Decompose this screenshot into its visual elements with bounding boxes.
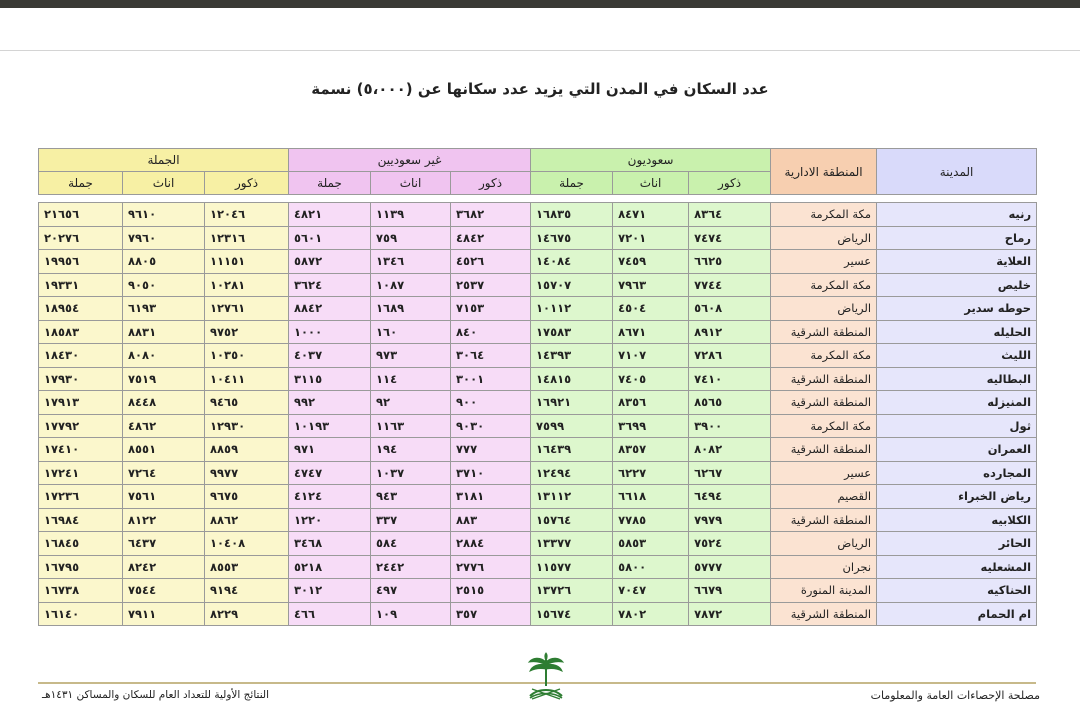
total-male-cell: ١٠٤٠٨ [205,532,289,556]
saudi-sum-cell: ١٤٣٩٣ [531,344,613,368]
total-female-cell: ٦٤٣٧ [123,532,205,556]
header-saudi: سعوديون [531,149,771,172]
region-cell: الرياض [771,532,877,556]
saudi-female-cell: ٨٦٧١ [613,320,689,344]
header-saudi-male: ذكور [689,172,771,195]
saudi-female-cell: ٨٣٥٦ [613,391,689,415]
region-cell: مكة المكرمة [771,344,877,368]
total-male-cell: ٨٨٥٩ [205,438,289,462]
non-saudi-male-cell: ٣٠٠١ [451,367,531,391]
non-saudi-female-cell: ٢٤٤٢ [371,555,451,579]
total-female-cell: ٧٥١٩ [123,367,205,391]
non-saudi-female-cell: ٩٤٣ [371,485,451,509]
non-saudi-sum-cell: ٥٨٧٢ [289,250,371,274]
total-female-cell: ٨٨٣١ [123,320,205,344]
total-sum-cell: ٢١٦٥٦ [39,203,123,227]
non-saudi-male-cell: ٣٥٧ [451,602,531,626]
non-saudi-sum-cell: ١٢٢٠ [289,508,371,532]
saudi-male-cell: ٧٤٧٤ [689,226,771,250]
spacer-cell [689,195,771,203]
saudi-female-cell: ٧٠٤٧ [613,579,689,603]
table-row [39,438,1037,462]
non-saudi-male-cell: ٤٥٢٦ [451,250,531,274]
footer-agency: مصلحة الإحصاءات العامة والمعلومات [870,689,1040,702]
saudi-female-cell: ٤٥٠٤ [613,297,689,321]
region-cell: عسير [771,250,877,274]
region-cell: المنطقة الشرقية [771,602,877,626]
total-sum-cell: ١٧٧٩٢ [39,414,123,438]
saudi-male-cell: ٧٢٨٦ [689,344,771,368]
spacer-cell [451,195,531,203]
population-table [38,148,1037,626]
non-saudi-sum-cell: ٣٠١٢ [289,579,371,603]
saudi-sum-cell: ١٣٧٢٦ [531,579,613,603]
city-cell: رماح [877,226,1037,250]
spacer-cell [205,195,289,203]
total-male-cell: ٩١٩٤ [205,579,289,603]
non-saudi-sum-cell: ٩٧١ [289,438,371,462]
total-female-cell: ٨٨٠٥ [123,250,205,274]
header-total-female: اناث [123,172,205,195]
saudi-male-cell: ٨٥٦٥ [689,391,771,415]
non-saudi-female-cell: ٤٩٧ [371,579,451,603]
total-male-cell: ١٢٠٤٦ [205,203,289,227]
total-female-cell: ٧٩٦٠ [123,226,205,250]
table-row [39,391,1037,415]
total-male-cell: ١٠٤١١ [205,367,289,391]
saudi-female-cell: ٨٣٥٧ [613,438,689,462]
total-female-cell: ٨٢٤٢ [123,555,205,579]
saudi-male-cell: ٦٢٦٧ [689,461,771,485]
header-city: المدينة [877,149,1037,195]
total-sum-cell: ١٧٩٣٠ [39,367,123,391]
header-non-saudi-sum: جملة [289,172,371,195]
header-saudi-female: اناث [613,172,689,195]
table-row [39,250,1037,274]
city-cell: الحليله [877,320,1037,344]
header-total: الجملة [39,149,289,172]
total-male-cell: ٩٧٥٢ [205,320,289,344]
header-total-sum: جملة [39,172,123,195]
table-row [39,508,1037,532]
saudi-male-cell: ٣٩٠٠ [689,414,771,438]
region-cell: الرياض [771,226,877,250]
city-cell: رياض الخبراء [877,485,1037,509]
city-cell: الليث [877,344,1037,368]
saudi-male-cell: ٥٦٠٨ [689,297,771,321]
total-sum-cell: ١٦٩٨٤ [39,508,123,532]
saudi-sum-cell: ١٤٠٨٤ [531,250,613,274]
table-row [39,273,1037,297]
header-saudi-sum: جملة [531,172,613,195]
non-saudi-female-cell: ١١٤ [371,367,451,391]
city-cell: الحائر [877,532,1037,556]
total-male-cell: ٨٥٥٣ [205,555,289,579]
saudi-female-cell: ٧٤٥٩ [613,250,689,274]
non-saudi-male-cell: ٢٨٨٤ [451,532,531,556]
total-female-cell: ٨١٢٢ [123,508,205,532]
total-female-cell: ٩٦١٠ [123,203,205,227]
non-saudi-male-cell: ٣٠٦٤ [451,344,531,368]
saudi-male-cell: ٦٦٧٩ [689,579,771,603]
header-non-saudi: غير سعوديين [289,149,531,172]
total-female-cell: ٨٥٥١ [123,438,205,462]
header-non-saudi-male: ذكور [451,172,531,195]
saudi-sum-cell: ١٢٤٩٤ [531,461,613,485]
total-male-cell: ٨٨٦٢ [205,508,289,532]
total-male-cell: ٩٤٦٥ [205,391,289,415]
region-cell: المنطقة الشرقية [771,391,877,415]
total-sum-cell: ١٧٢٤١ [39,461,123,485]
saudi-female-cell: ٦٦١٨ [613,485,689,509]
header-row-1 [39,149,1037,172]
table-row [39,414,1037,438]
spacer-cell [123,195,205,203]
saudi-female-cell: ٨٤٧١ [613,203,689,227]
city-cell: الحناكيه [877,579,1037,603]
non-saudi-sum-cell: ٤١٢٤ [289,485,371,509]
non-saudi-sum-cell: ٣١١٥ [289,367,371,391]
non-saudi-sum-cell: ٣٦٢٤ [289,273,371,297]
saudi-female-cell: ٧٨٠٢ [613,602,689,626]
total-female-cell: ٧٥٤٤ [123,579,205,603]
footer-census-note: النتائج الأولية للتعداد العام للسكان والمساكن ١٤٣١هـ [42,689,270,701]
header-non-saudi-female: اناث [371,172,451,195]
spacer-cell [39,195,123,203]
saudi-female-cell: ٥٨٥٣ [613,532,689,556]
city-cell: خليص [877,273,1037,297]
non-saudi-female-cell: ١٦٠ [371,320,451,344]
saudi-female-cell: ٧٩٦٣ [613,273,689,297]
saudi-sum-cell: ١٥٧٦٤ [531,508,613,532]
city-cell: المشعليه [877,555,1037,579]
spacer-cell [877,195,1037,203]
saudi-female-cell: ٦٢٢٧ [613,461,689,485]
region-cell: القصيم [771,485,877,509]
saudi-male-cell: ٧٥٢٤ [689,532,771,556]
total-male-cell: ١٢٣١٦ [205,226,289,250]
saudi-sum-cell: ٧٥٩٩ [531,414,613,438]
city-cell: البطاليه [877,367,1037,391]
city-cell: العمران [877,438,1037,462]
city-cell: رنيه [877,203,1037,227]
table-row [39,297,1037,321]
saudi-male-cell: ٦٦٢٥ [689,250,771,274]
table-row [39,461,1037,485]
non-saudi-sum-cell: ١٠٠٠ [289,320,371,344]
city-cell: المنيزله [877,391,1037,415]
total-male-cell: ١٢٩٣٠ [205,414,289,438]
non-saudi-female-cell: ١١٣٩ [371,203,451,227]
region-cell: المنطقة الشرقية [771,438,877,462]
total-female-cell: ٨٠٨٠ [123,344,205,368]
city-cell: الكلابيه [877,508,1037,532]
table-row [39,555,1037,579]
non-saudi-sum-cell: ٤٧٤٧ [289,461,371,485]
saudi-female-cell: ٧٤٠٥ [613,367,689,391]
saudi-male-cell: ٨٩١٢ [689,320,771,344]
region-cell: الرياض [771,297,877,321]
saudi-female-cell: ٧٧٨٥ [613,508,689,532]
saudi-sum-cell: ١٦٤٣٩ [531,438,613,462]
total-sum-cell: ١٦٨٤٥ [39,532,123,556]
non-saudi-female-cell: ٥٨٤ [371,532,451,556]
saudi-male-cell: ٥٧٧٧ [689,555,771,579]
top-bar [0,0,1080,8]
total-sum-cell: ١٨٩٥٤ [39,297,123,321]
saudi-sum-cell: ١٠١١٢ [531,297,613,321]
non-saudi-male-cell: ٧١٥٣ [451,297,531,321]
total-sum-cell: ١٦٧٣٨ [39,579,123,603]
non-saudi-sum-cell: ٥٦٠١ [289,226,371,250]
table-row [39,367,1037,391]
saudi-male-cell: ٧٨٧٢ [689,602,771,626]
total-female-cell: ٧٢٦٤ [123,461,205,485]
non-saudi-female-cell: ١١٦٣ [371,414,451,438]
saudi-male-cell: ٧٤١٠ [689,367,771,391]
saudi-male-cell: ٧٧٤٤ [689,273,771,297]
total-sum-cell: ٢٠٢٧٦ [39,226,123,250]
non-saudi-female-cell: ١٠٨٧ [371,273,451,297]
non-saudi-male-cell: ٣١٨١ [451,485,531,509]
table-row [39,579,1037,603]
region-cell: المنطقة الشرقية [771,320,877,344]
table-row [39,602,1037,626]
saudi-male-cell: ٧٩٧٩ [689,508,771,532]
palm-swords-emblem-icon [520,652,572,704]
total-sum-cell: ١٩٣٣١ [39,273,123,297]
table-row [39,344,1037,368]
non-saudi-sum-cell: ٤٦٦ [289,602,371,626]
non-saudi-female-cell: ٧٥٩ [371,226,451,250]
total-sum-cell: ١٧٤١٠ [39,438,123,462]
non-saudi-sum-cell: ٤٨٢١ [289,203,371,227]
spacer-cell [531,195,613,203]
table-row [39,226,1037,250]
spacer-cell [371,195,451,203]
saudi-sum-cell: ١٧٥٨٣ [531,320,613,344]
city-cell: حوطه سدير [877,297,1037,321]
top-divider [0,50,1080,51]
total-sum-cell: ١٧٩١٣ [39,391,123,415]
table-body [39,203,1037,626]
region-cell: عسير [771,461,877,485]
total-sum-cell: ١٩٩٥٦ [39,250,123,274]
total-female-cell: ٧٩١١ [123,602,205,626]
region-cell: المنطقة الشرقية [771,367,877,391]
total-female-cell: ٨٤٤٨ [123,391,205,415]
region-cell: المدينة المنورة [771,579,877,603]
total-male-cell: ٨٢٢٩ [205,602,289,626]
region-cell: مكة المكرمة [771,203,877,227]
non-saudi-male-cell: ٢٥٣٧ [451,273,531,297]
header-total-male: ذكور [205,172,289,195]
non-saudi-sum-cell: ٨٨٤٢ [289,297,371,321]
saudi-sum-cell: ١٥٧٠٧ [531,273,613,297]
total-female-cell: ٤٨٦٢ [123,414,205,438]
non-saudi-sum-cell: ٥٢١٨ [289,555,371,579]
total-sum-cell: ١٨٥٨٣ [39,320,123,344]
non-saudi-male-cell: ٢٧٧٦ [451,555,531,579]
total-female-cell: ٩٠٥٠ [123,273,205,297]
saudi-female-cell: ٥٨٠٠ [613,555,689,579]
total-male-cell: ٩٦٧٥ [205,485,289,509]
city-cell: المجارده [877,461,1037,485]
total-female-cell: ٧٥٦١ [123,485,205,509]
city-cell: ثول [877,414,1037,438]
saudi-male-cell: ٨٠٨٢ [689,438,771,462]
table-row [39,485,1037,509]
saudi-male-cell: ٨٣٦٤ [689,203,771,227]
non-saudi-male-cell: ٤٨٤٢ [451,226,531,250]
non-saudi-male-cell: ٣٧١٠ [451,461,531,485]
spacer-cell [289,195,371,203]
saudi-sum-cell: ١٤٦٧٥ [531,226,613,250]
non-saudi-male-cell: ٧٧٧ [451,438,531,462]
total-sum-cell: ١٧٢٣٦ [39,485,123,509]
population-table-wrap [38,148,1036,626]
total-sum-cell: ١٦١٤٠ [39,602,123,626]
saudi-female-cell: ٧١٠٧ [613,344,689,368]
total-sum-cell: ١٨٤٣٠ [39,344,123,368]
region-cell: مكة المكرمة [771,273,877,297]
non-saudi-female-cell: ١٣٤٦ [371,250,451,274]
header-region: المنطقة الادارية [771,149,877,195]
spacer-cell [771,195,877,203]
saudi-sum-cell: ١٦٨٣٥ [531,203,613,227]
non-saudi-male-cell: ٢٥١٥ [451,579,531,603]
non-saudi-male-cell: ٨٨٣ [451,508,531,532]
saudi-sum-cell: ١٤٨١٥ [531,367,613,391]
saudi-sum-cell: ١٣٣٧٧ [531,532,613,556]
saudi-female-cell: ٧٢٠١ [613,226,689,250]
table-row [39,532,1037,556]
non-saudi-sum-cell: ١٠١٩٣ [289,414,371,438]
total-sum-cell: ١٦٧٩٥ [39,555,123,579]
city-cell: العلاية [877,250,1037,274]
non-saudi-sum-cell: ٣٤٦٨ [289,532,371,556]
table-row [39,203,1037,227]
non-saudi-male-cell: ٩٠٠ [451,391,531,415]
non-saudi-female-cell: ٩٢ [371,391,451,415]
total-male-cell: ١٢٧٦١ [205,297,289,321]
non-saudi-female-cell: ١٩٤ [371,438,451,462]
saudi-sum-cell: ١١٥٧٧ [531,555,613,579]
region-cell: مكة المكرمة [771,414,877,438]
non-saudi-female-cell: ١٠٩ [371,602,451,626]
page-title: عدد السكان في المدن التي يزيد عدد سكانها عن (٥،٠٠٠) نسمة [311,80,769,98]
non-saudi-female-cell: ١٠٣٧ [371,461,451,485]
non-saudi-male-cell: ٣٦٨٢ [451,203,531,227]
spacer-cell [613,195,689,203]
saudi-sum-cell: ١٦٩٢١ [531,391,613,415]
non-saudi-female-cell: ٩٧٣ [371,344,451,368]
non-saudi-male-cell: ٩٠٣٠ [451,414,531,438]
total-male-cell: ١١١٥١ [205,250,289,274]
header-spacer-row [39,195,1037,203]
total-male-cell: ١٠٢٨١ [205,273,289,297]
saudi-female-cell: ٣٦٩٩ [613,414,689,438]
total-female-cell: ٦١٩٣ [123,297,205,321]
region-cell: المنطقة الشرقية [771,508,877,532]
non-saudi-sum-cell: ٩٩٢ [289,391,371,415]
non-saudi-female-cell: ٣٣٧ [371,508,451,532]
total-male-cell: ٩٩٧٧ [205,461,289,485]
non-saudi-sum-cell: ٤٠٣٧ [289,344,371,368]
total-male-cell: ١٠٣٥٠ [205,344,289,368]
saudi-male-cell: ٦٤٩٤ [689,485,771,509]
saudi-sum-cell: ١٥٦٧٤ [531,602,613,626]
city-cell: ام الحمام [877,602,1037,626]
saudi-sum-cell: ١٣١١٢ [531,485,613,509]
table-row [39,320,1037,344]
non-saudi-male-cell: ٨٤٠ [451,320,531,344]
non-saudi-female-cell: ١٦٨٩ [371,297,451,321]
region-cell: نجران [771,555,877,579]
